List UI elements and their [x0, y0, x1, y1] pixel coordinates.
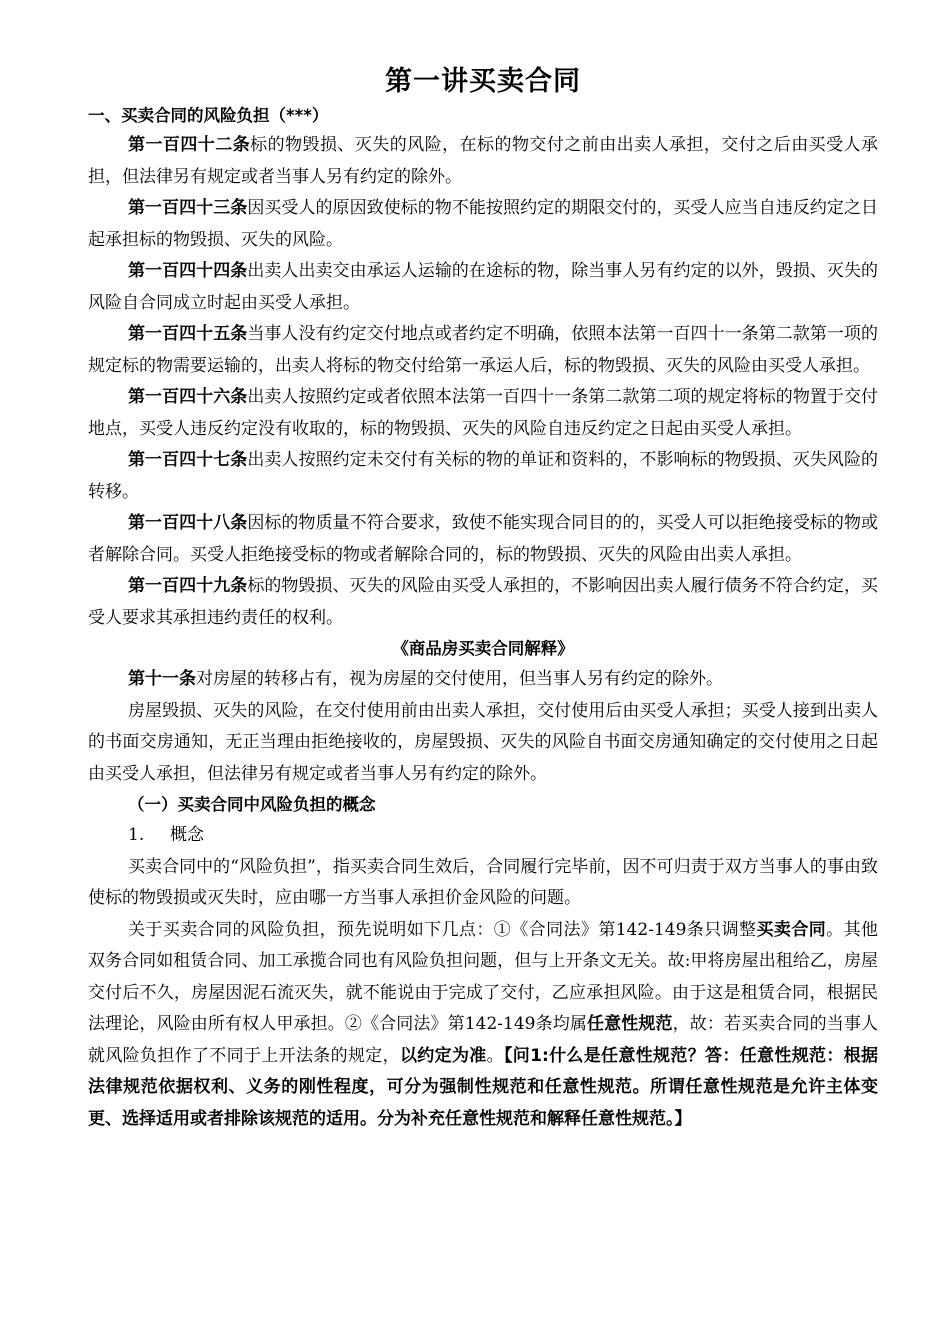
article-text: 因买受人的原因致使标的物不能按照约定的期限交付的，买受人应当自违反约定之日起承担标的物毁损、灭失的风险。 — [88, 198, 879, 250]
article-label: 第一百四十五条 — [128, 324, 248, 344]
article-text: 出卖人按照约定或者依照本法第一百四十一条第二款第二项的规定将标的物置于交付地点，买受人违反约定没有收取的，标的物毁损、灭失的风险自违反约定之日起由买受人承担。 — [88, 387, 879, 439]
article-label: 第一百四十四条 — [128, 261, 248, 281]
interpretation-title: 《商品房买卖合同解释》 — [392, 639, 574, 658]
article-text: 出卖人按照约定未交付有关标的物的单证和资料的，不影响标的物毁损、灭失风险的转移。 — [88, 450, 879, 502]
article-paragraph — [88, 193, 878, 256]
article-label: 第一百四十六条 — [128, 387, 248, 407]
body-paragraph: 房屋毁损、灭失的风险，在交付使用前由出卖人承担，交付使用后由买受人承担；买受人接到出卖人的书面交房通知，无正当理由拒绝接收的，房屋毁损、灭失的风险自书面交房通知确定的交付使用之日起由买受人承担，但法律另有规定或者当事人另有约定的除外。 — [88, 700, 878, 784]
article-label: 第一百四十九条 — [128, 576, 248, 596]
explanation-text: ，故：若买卖合同的当事人就风险负担作了不同于上开法条的规定， — [88, 1014, 879, 1066]
article-paragraph — [88, 508, 878, 571]
article-paragraph — [88, 382, 878, 445]
qa-note: 【问1:什么是任意性规范？答：任意性规范：根据法律规范依据权利、义务的刚性程度，可分为强制性规范和任意性规范。所谓任意性规范是允许主体变更、选择适用或者排除该规范的适用。分为补充任意性规范和解释任意性规范。】 — [88, 1045, 879, 1129]
concept-paragraph: 买卖合同中的“风险负担”，指买卖合同生效后，合同履行完毕前，因不可归责于双方当事人的事由致使标的物毁损或灭失时，应由哪一方当事人承担价金风险的问题。 — [88, 856, 878, 908]
article-text: 对房屋的转移占有，视为房屋的交付使用，但当事人另有约定的除外。 — [196, 669, 723, 689]
article-text: 标的物毁损、灭失的风险由买受人承担的，不影响因出卖人履行债务不符合约定，买受人要求其承担违约责任的权利。 — [88, 576, 879, 628]
article-text: 出卖人出卖交由承运人运输的在途标的物，除当事人另有约定的以外，毁损、灭失的风险自合同成立时起由买受人承担。 — [88, 261, 879, 313]
explanation-text: 。其他双务合同如租赁合同、加工承揽合同也有风险负担问题，但与上开条文无关。故:甲将房屋出租给乙，房屋交付后不久，房屋因泥石流灭失，就不能说由于完成了交付，乙应承担风险。由于这是租赁合同，根据民法理论，风险由所有权人甲承担。②《合同法》第142-149条均属 — [88, 919, 879, 1034]
document-page — [88, 62, 878, 1135]
article-paragraph — [88, 256, 878, 319]
article-label: 第一百四十七条 — [128, 450, 248, 470]
article-label: 第一百四十八条 — [128, 513, 248, 533]
section-heading: 一、买卖合同的风险负担（***） — [88, 106, 329, 125]
article-paragraph — [88, 130, 878, 193]
explanation-text: 。 — [486, 1045, 504, 1066]
emphasis-text: 买卖合同 — [756, 919, 827, 940]
article-paragraph — [88, 445, 878, 508]
explanation-text: 关于买卖合同的风险负担，预先说明如下几点：①《合同法》第142-149条只调整 — [128, 919, 757, 940]
article-label: 第一百四十二条 — [128, 135, 251, 155]
explanation-paragraph — [88, 915, 878, 1136]
article-label: 第十一条 — [128, 669, 196, 689]
article-paragraph — [88, 664, 878, 696]
list-number: 1. — [128, 825, 145, 845]
emphasis-text: 任意性规范 — [586, 1014, 673, 1034]
article-text: 标的物毁损、灭失的风险，在标的物交付之前由出卖人承担，交付之后由买受人承担，但法律另有规定或者当事人另有约定的除外。 — [88, 135, 879, 187]
concept-list-item — [88, 820, 878, 852]
list-label: 概念 — [170, 825, 204, 845]
article-label: 第一百四十三条 — [128, 198, 248, 218]
article-paragraph — [88, 571, 878, 634]
document-title: 第一讲买卖合同 — [385, 66, 581, 97]
article-text: 因标的物质量不符合要求，致使不能实现合同目的的，买受人可以拒绝接受标的物或者解除合同。买受人拒绝接受标的物或者解除合同的，标的物毁损、灭失的风险由出卖人承担。 — [88, 513, 879, 565]
article-paragraph — [88, 319, 878, 382]
subsection-heading: （一）买卖合同中风险负担的概念 — [128, 795, 376, 814]
article-text: 当事人没有约定交付地点或者约定不明确，依照本法第一百四十一条第二款第一项的规定标的物需要运输的，出卖人将标的物交付给第一承运人后，标的物毁损、灭失的风险由买受人承担。 — [88, 324, 879, 376]
emphasis-text: 以约定为准 — [399, 1045, 487, 1066]
